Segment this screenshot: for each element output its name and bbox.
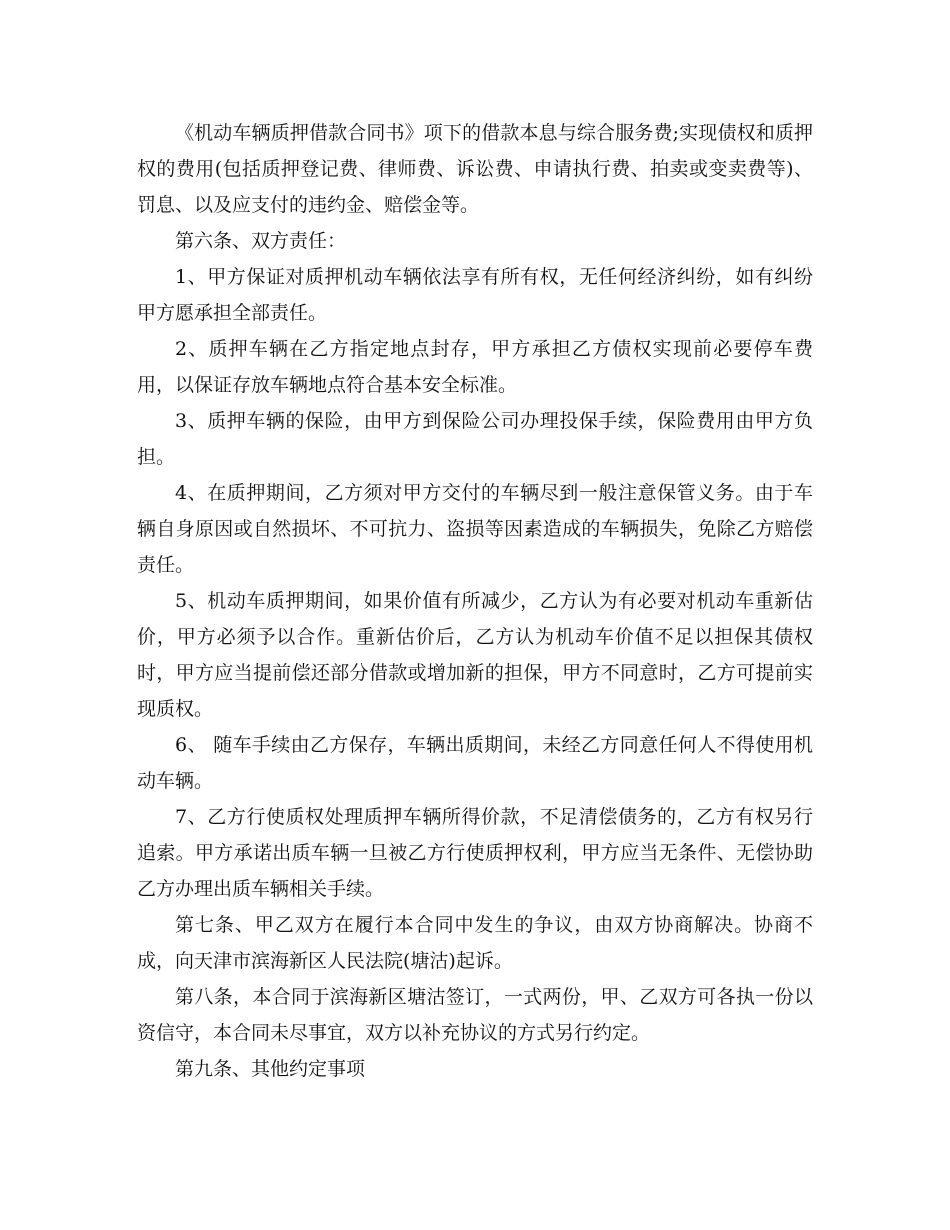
article-6-item-2: 2、质押车辆在乙方指定地点封存，甲方承担乙方债权实现前必要停车费用，以保证存放车辆地点符合基本安全标准。 [137, 338, 813, 396]
article-6-item-4: 4、在质押期间，乙方须对甲方交付的车辆尽到一般注意保管义务。由于车辆自身原因或自然损坏、不可抗力、盗损等因素造成的车辆损失，免除乙方赔偿责任。 [137, 482, 813, 576]
paragraph-loan-scope-continued: 《机动车辆质押借款合同书》项下的借款本息与综合服务费;实现债权和质押权的费用(包括质押登记费、律师费、诉讼费、申请执行费、拍卖或变卖费等)、罚息、以及应支付的违约金、赔偿金等。 [137, 122, 813, 216]
article-6-item-1: 1、甲方保证对质押机动车辆依法享有所有权，无任何经济纠纷，如有纠纷甲方愿承担全部责任。 [137, 266, 813, 324]
article-6-item-3: 3、质押车辆的保险，由甲方到保险公司办理投保手续，保险费用由甲方负担。 [137, 410, 813, 468]
article-6-heading: 第六条、双方责任： [175, 230, 347, 252]
article-6-item-5: 5、机动车质押期间，如果价值有所减少，乙方认为有必要对机动车重新估价，甲方必须予以合作。重新估价后，乙方认为机动车价值不足以担保其债权时，甲方应当提前偿还部分借款或增加新的担保，甲方不同意时，乙方可提前实现质权。 [137, 590, 813, 720]
article-7-dispute-resolution: 第七条、甲乙双方在履行本合同中发生的争议，由双方协商解决。协商不成，向天津市滨海新区人民法院(塘沽)起诉。 [137, 914, 813, 972]
article-9-heading: 第九条、其他约定事项 [175, 1058, 366, 1080]
article-6-item-6: 6、 随车手续由乙方保存，车辆出质期间，未经乙方同意任何人不得使用机动车辆。 [137, 734, 813, 792]
document-body [137, 115, 813, 1087]
article-6-item-7: 7、乙方行使质权处理质押车辆所得价款，不足清偿债务的，乙方有权另行追索。甲方承诺出质车辆一旦被乙方行使质押权利，甲方应当无条件、无偿协助乙方办理出质车辆相关手续。 [137, 806, 813, 900]
article-8-signing: 第八条，本合同于滨海新区塘沽签订，一式两份，甲、乙双方可各执一份以资信守，本合同未尽事宜，双方以补充协议的方式另行约定。 [137, 986, 813, 1044]
